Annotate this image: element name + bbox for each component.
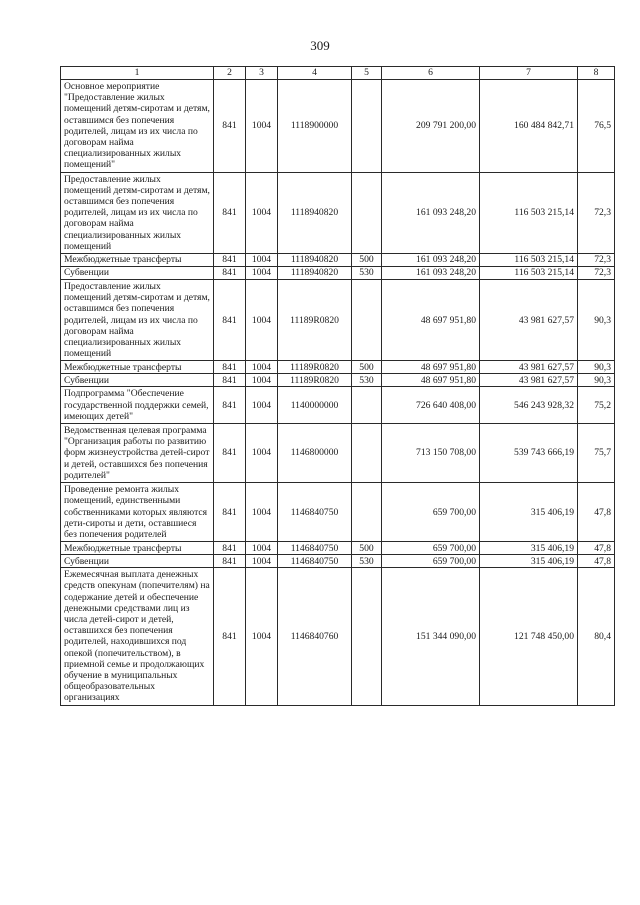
row-target-code: 1146840750 xyxy=(278,542,352,555)
row-planned-amount: 151 344 090,00 xyxy=(382,568,480,705)
row-section-code: 1004 xyxy=(246,374,278,387)
page-number: 309 xyxy=(310,38,330,53)
row-grbs-code: 841 xyxy=(214,172,246,253)
row-section-code: 1004 xyxy=(246,483,278,542)
row-name: Межбюджетные трансферты xyxy=(61,254,214,267)
row-expense-type xyxy=(352,280,382,361)
row-actual-amount: 43 981 627,57 xyxy=(480,280,578,361)
row-name: Ведомственная целевая программа "Организация работы по развитию форм жизнеустройства детей-сирот и детей, оставшихся без попечения родителей" xyxy=(61,424,214,483)
row-expense-type xyxy=(352,483,382,542)
row-actual-amount: 315 406,19 xyxy=(480,555,578,568)
row-actual-amount: 539 743 666,19 xyxy=(480,424,578,483)
row-planned-amount: 161 093 248,20 xyxy=(382,254,480,267)
row-target-code: 1146840750 xyxy=(278,483,352,542)
row-actual-amount: 43 981 627,57 xyxy=(480,361,578,374)
row-target-code: 1118900000 xyxy=(278,80,352,173)
row-grbs-code: 841 xyxy=(214,568,246,705)
row-planned-amount: 726 640 408,00 xyxy=(382,387,480,424)
column-header: 4 xyxy=(278,67,352,80)
row-percent: 47,8 xyxy=(578,555,615,568)
header-row xyxy=(61,67,615,80)
row-section-code: 1004 xyxy=(246,267,278,280)
row-section-code: 1004 xyxy=(246,280,278,361)
row-percent: 76,5 xyxy=(578,80,615,173)
row-expense-type xyxy=(352,172,382,253)
row-grbs-code: 841 xyxy=(214,555,246,568)
column-header: 8 xyxy=(578,67,615,80)
row-grbs-code: 841 xyxy=(214,361,246,374)
row-grbs-code: 841 xyxy=(214,374,246,387)
row-section-code: 1004 xyxy=(246,80,278,173)
column-header: 5 xyxy=(352,67,382,80)
row-name: Основное мероприятие "Предоставление жилых помещений детям-сиротам и детям, оставшимся без попечения родителей, лицам из их числа по договорам найма специализированных жилых помещений" xyxy=(61,80,214,173)
row-target-code: 11189R0820 xyxy=(278,280,352,361)
row-target-code: 11189R0820 xyxy=(278,374,352,387)
row-actual-amount: 116 503 215,14 xyxy=(480,172,578,253)
row-target-code: 1140000000 xyxy=(278,387,352,424)
row-percent: 72,3 xyxy=(578,172,615,253)
row-target-code: 1118940820 xyxy=(278,172,352,253)
row-name: Межбюджетные трансферты xyxy=(61,542,214,555)
row-section-code: 1004 xyxy=(246,424,278,483)
row-expense-type: 500 xyxy=(352,542,382,555)
row-planned-amount: 209 791 200,00 xyxy=(382,80,480,173)
table-row xyxy=(61,172,615,253)
row-actual-amount: 315 406,19 xyxy=(480,483,578,542)
row-actual-amount: 546 243 928,32 xyxy=(480,387,578,424)
row-target-code: 1118940820 xyxy=(278,254,352,267)
row-percent: 47,8 xyxy=(578,542,615,555)
row-target-code: 1118940820 xyxy=(278,267,352,280)
row-grbs-code: 841 xyxy=(214,254,246,267)
row-name: Проведение ремонта жилых помещений, единственными собственниками которых являются дети-сироты и дети, оставшиеся без попечения родителей xyxy=(61,483,214,542)
column-header: 2 xyxy=(214,67,246,80)
row-percent: 90,3 xyxy=(578,361,615,374)
row-expense-type: 530 xyxy=(352,374,382,387)
row-name: Субвенции xyxy=(61,555,214,568)
row-target-code: 1146800000 xyxy=(278,424,352,483)
row-expense-type xyxy=(352,424,382,483)
row-name: Субвенции xyxy=(61,374,214,387)
budget-table xyxy=(60,66,615,706)
row-section-code: 1004 xyxy=(246,361,278,374)
row-name: Субвенции xyxy=(61,267,214,280)
table-row xyxy=(61,542,615,555)
row-name: Предоставление жилых помещений детям-сиротам и детям, оставшимся без попечения родителей, лицам из их числа по договорам найма специализированных жилых помещений xyxy=(61,172,214,253)
row-name: Межбюджетные трансферты xyxy=(61,361,214,374)
row-planned-amount: 713 150 708,00 xyxy=(382,424,480,483)
row-planned-amount: 48 697 951,80 xyxy=(382,374,480,387)
row-actual-amount: 116 503 215,14 xyxy=(480,254,578,267)
table-row xyxy=(61,483,615,542)
table-row xyxy=(61,361,615,374)
row-expense-type xyxy=(352,80,382,173)
row-actual-amount: 116 503 215,14 xyxy=(480,267,578,280)
row-expense-type: 500 xyxy=(352,361,382,374)
column-header: 1 xyxy=(61,67,214,80)
column-header: 7 xyxy=(480,67,578,80)
row-section-code: 1004 xyxy=(246,568,278,705)
row-percent: 47,8 xyxy=(578,483,615,542)
row-actual-amount: 121 748 450,00 xyxy=(480,568,578,705)
row-name: Ежемесячная выплата денежных средств опекунам (попечителям) на содержание детей и обеспечение денежными средствами лиц из числа детей-сирот и детей, оставшихся без попечения родителей, находившихся под опекой (попечительством), в приемной семье и продолжающих обучение в муниципальных общеобразовательных организациях xyxy=(61,568,214,705)
table-row xyxy=(61,267,615,280)
row-percent: 80,4 xyxy=(578,568,615,705)
row-planned-amount: 48 697 951,80 xyxy=(382,361,480,374)
row-expense-type: 530 xyxy=(352,555,382,568)
row-planned-amount: 48 697 951,80 xyxy=(382,280,480,361)
row-grbs-code: 841 xyxy=(214,267,246,280)
row-actual-amount: 43 981 627,57 xyxy=(480,374,578,387)
row-planned-amount: 659 700,00 xyxy=(382,483,480,542)
row-section-code: 1004 xyxy=(246,387,278,424)
column-header: 3 xyxy=(246,67,278,80)
row-expense-type: 500 xyxy=(352,254,382,267)
row-percent: 90,3 xyxy=(578,280,615,361)
table-row xyxy=(61,374,615,387)
table-row xyxy=(61,254,615,267)
table-row xyxy=(61,555,615,568)
row-actual-amount: 315 406,19 xyxy=(480,542,578,555)
row-target-code: 1146840750 xyxy=(278,555,352,568)
row-percent: 72,3 xyxy=(578,254,615,267)
row-section-code: 1004 xyxy=(246,542,278,555)
row-expense-type: 530 xyxy=(352,267,382,280)
row-expense-type xyxy=(352,387,382,424)
row-target-code: 1146840760 xyxy=(278,568,352,705)
row-percent: 75,2 xyxy=(578,387,615,424)
row-planned-amount: 659 700,00 xyxy=(382,555,480,568)
table-row xyxy=(61,424,615,483)
row-name: Подпрограмма "Обеспечение государственной поддержки семей, имеющих детей" xyxy=(61,387,214,424)
row-actual-amount: 160 484 842,71 xyxy=(480,80,578,173)
column-header: 6 xyxy=(382,67,480,80)
row-grbs-code: 841 xyxy=(214,387,246,424)
row-percent: 90,3 xyxy=(578,374,615,387)
row-section-code: 1004 xyxy=(246,172,278,253)
row-grbs-code: 841 xyxy=(214,542,246,555)
row-grbs-code: 841 xyxy=(214,483,246,542)
row-expense-type xyxy=(352,568,382,705)
row-grbs-code: 841 xyxy=(214,280,246,361)
row-name: Предоставление жилых помещений детям-сиротам и детям, оставшимся без попечения родителей, лицам из их числа по договорам найма специализированных жилых помещений xyxy=(61,280,214,361)
row-percent: 75,7 xyxy=(578,424,615,483)
row-planned-amount: 161 093 248,20 xyxy=(382,172,480,253)
row-planned-amount: 161 093 248,20 xyxy=(382,267,480,280)
row-section-code: 1004 xyxy=(246,254,278,267)
row-section-code: 1004 xyxy=(246,555,278,568)
row-grbs-code: 841 xyxy=(214,80,246,173)
table-row xyxy=(61,568,615,705)
table-row xyxy=(61,387,615,424)
row-percent: 72,3 xyxy=(578,267,615,280)
table-row xyxy=(61,280,615,361)
row-planned-amount: 659 700,00 xyxy=(382,542,480,555)
row-target-code: 11189R0820 xyxy=(278,361,352,374)
row-grbs-code: 841 xyxy=(214,424,246,483)
table-row xyxy=(61,80,615,173)
